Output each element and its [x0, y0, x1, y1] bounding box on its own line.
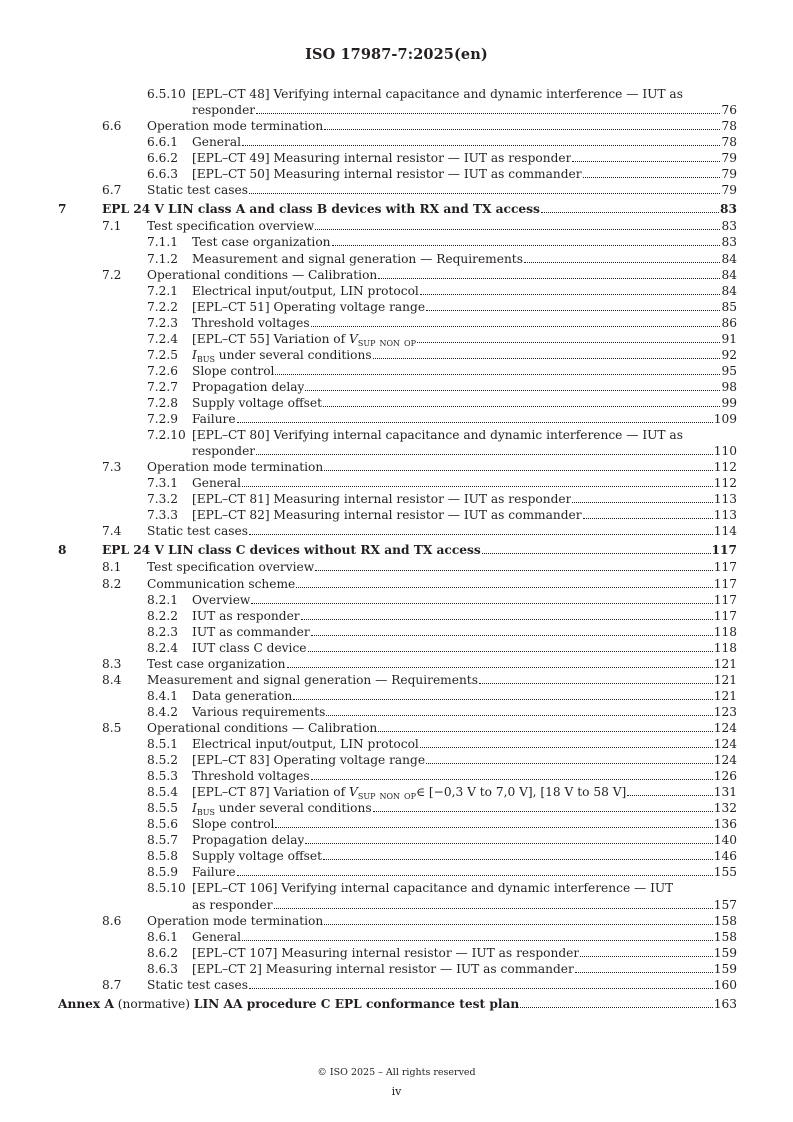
toc-entry[interactable] [0, 395, 793, 411]
toc-page-number: 121 [713, 688, 737, 703]
toc-entry[interactable] [0, 379, 793, 395]
toc-entry-title: IUT as responder [192, 608, 300, 623]
toc-entry-title: EPL 24 V LIN class A and class B devices with RX and TX access [102, 202, 540, 217]
toc-page-number: 136 [713, 817, 737, 832]
toc-leader-dots [541, 212, 719, 213]
toc-entry-number: 8.5.5 [147, 801, 179, 816]
toc-entry-number: 8.5.6 [147, 817, 179, 832]
toc-entry[interactable] [0, 134, 793, 150]
toc-page-number: 126 [713, 769, 737, 784]
toc-entry-number: 8.3 [102, 656, 122, 671]
toc-leader-dots [323, 859, 713, 860]
toc-entry-number: 8.5.7 [147, 833, 179, 848]
toc-leader-dots [583, 177, 721, 178]
page-header: ISO 17987-7:2025(en) [305, 46, 488, 63]
toc-page-number: 98 [721, 379, 737, 394]
toc-entry-title-text: [EPL–CT 55] Variation of V [192, 331, 358, 346]
toc-entry-number: 7.2.10 [147, 428, 186, 443]
toc-entry-number: 7.2.7 [147, 379, 179, 394]
toc-entry-title: Static test cases [147, 183, 248, 198]
toc-page-number: 113 [713, 492, 737, 507]
toc-entry-number: 6.7 [102, 183, 122, 198]
toc-leader-dots [580, 956, 713, 957]
toc-leader-dots [311, 779, 713, 780]
toc-leader-dots [249, 988, 713, 989]
toc-entry-title [192, 784, 626, 800]
toc-entry-title: Operational conditions — Calibration [147, 267, 378, 282]
toc-leader-dots [311, 326, 721, 327]
toc-entry-title: Data generation [192, 688, 293, 703]
toc-entry[interactable] [0, 576, 793, 592]
toc-entry[interactable] [0, 672, 793, 688]
toc-entry[interactable] [0, 736, 793, 752]
toc-entry-number: 8.5.2 [147, 753, 179, 768]
toc-page-number: 79 [721, 167, 737, 182]
toc-leader-dots [324, 470, 713, 471]
toc-page-number: 110 [713, 444, 737, 459]
toc-entry-title-text: [EPL–CT 87] Variation of V [192, 785, 358, 800]
toc-leader-dots [287, 667, 713, 668]
toc-entry[interactable] [0, 459, 793, 475]
toc-entry-number: 6.6.1 [147, 135, 179, 150]
toc-page-number: 118 [713, 624, 737, 639]
toc-leader-dots [242, 486, 713, 487]
toc-entry[interactable] [0, 267, 793, 283]
toc-leader-dots [627, 795, 712, 796]
toc-entry[interactable] [0, 784, 793, 800]
toc-entry-number: 7.1 [102, 219, 122, 234]
toc-entry[interactable] [0, 800, 793, 816]
toc-annex-entry[interactable] [0, 996, 793, 1012]
toc-page-number: 117 [713, 608, 737, 623]
toc-entry-title: [EPL–CT 107] Measuring internal resistor — IUT as responder [192, 945, 580, 960]
toc-entry-title: Slope control [192, 363, 275, 378]
toc-entry[interactable] [0, 961, 793, 977]
toc-leader-dots [482, 553, 711, 554]
toc-entry-number: 6.6.3 [147, 167, 179, 182]
toc-entry[interactable] [0, 720, 793, 736]
toc-entry-number: 6.5.10 [147, 87, 186, 101]
toc-entry-number: 7.3.1 [147, 476, 179, 491]
toc-leader-dots [249, 534, 713, 535]
toc-entry[interactable] [0, 656, 793, 672]
toc-entry-title-rest: under several conditions [214, 801, 372, 816]
toc-entry-title: Operational conditions — Calibration [147, 720, 378, 735]
toc-page-number: 79 [721, 183, 737, 198]
toc-page-number: 109 [713, 412, 737, 426]
toc-entry-number: 7.1.1 [147, 235, 179, 250]
toc-leader-dots [420, 747, 713, 748]
toc-leader-dots [324, 924, 713, 925]
toc-entry-title [58, 996, 519, 1012]
toc-page-number: 95 [721, 363, 737, 378]
toc-leader-dots [242, 145, 720, 146]
toc-entry-number: 7.2.4 [147, 331, 179, 346]
toc-entry-title [192, 800, 372, 816]
toc-page-number: 76 [721, 103, 737, 118]
toc-leader-dots [420, 294, 721, 295]
toc-entry-title: Failure [192, 865, 236, 880]
toc-leader-dots [305, 390, 720, 391]
toc-entry[interactable] [0, 347, 793, 363]
toc-entry-title: EPL 24 V LIN class C devices without RX and TX access [102, 543, 481, 558]
toc-page-number: 117 [713, 560, 737, 575]
toc-page-number: 92 [721, 347, 737, 362]
toc-entry[interactable] [0, 251, 793, 267]
toc-entry-number: 6.6 [102, 119, 122, 134]
toc-page-number: 157 [713, 897, 737, 912]
toc-entry-continuation[interactable] [0, 443, 793, 459]
toc-entry-title: Test case organization [147, 656, 286, 671]
toc-entry-number: 7.2.6 [147, 363, 179, 378]
toc-entry-number: 6.6.2 [147, 151, 179, 166]
toc-leader-dots [256, 454, 713, 455]
toc-entry-title-text: I [192, 347, 197, 362]
toc-leader-dots [323, 406, 720, 407]
toc-leader-dots [332, 245, 721, 246]
toc-leader-dots [378, 278, 720, 279]
toc-entry[interactable] [0, 507, 793, 523]
toc-entry-title: General [192, 929, 241, 944]
annex-title: LIN AA procedure C EPL conformance test plan [193, 996, 520, 1011]
toc-entry[interactable] [0, 201, 793, 217]
toc-entry-title: Threshold voltages [192, 769, 310, 784]
subscript: BUS [196, 354, 215, 363]
toc-leader-dots [326, 715, 712, 716]
toc-entry-number: 8.5.9 [147, 865, 179, 880]
toc-leader-dots [242, 940, 713, 941]
toc-leader-dots [426, 763, 713, 764]
toc-entry-title: Electrical input/output, LIN protocol [192, 737, 419, 751]
toc-entry-title: Slope control [192, 817, 275, 832]
toc-entry-title: Communication scheme [147, 576, 296, 591]
toc-page-number: 83 [721, 219, 737, 234]
toc-entry-title: Various requirements [192, 704, 326, 719]
toc-entry-title: Threshold voltages [192, 315, 310, 330]
toc-page-number: 117 [711, 543, 737, 558]
toc-entry[interactable] [0, 768, 793, 784]
toc-entry-title: responder [192, 444, 256, 459]
toc-leader-dots [293, 699, 713, 700]
toc-leader-dots [378, 731, 712, 732]
toc-leader-dots [301, 619, 713, 620]
toc-leader-dots [373, 811, 713, 812]
toc-entry[interactable] [0, 315, 793, 331]
toc-entry[interactable] [0, 559, 793, 575]
toc-entry-number: 7.2.5 [147, 347, 179, 362]
annex-label: Annex A [58, 996, 114, 1011]
toc-entry-number: 8.6.3 [147, 961, 179, 976]
toc-entry-title: [EPL–CT 83] Operating voltage range [192, 753, 426, 768]
toc-entry-number: 7.4 [102, 524, 122, 539]
toc-leader-dots [237, 422, 713, 423]
toc-entry-title: [EPL–CT 106] Verifying internal capacitance and dynamic interference — IUT [192, 881, 674, 896]
toc-entry-number: 7.2.8 [147, 395, 179, 410]
toc-entry-number: 8.4 [102, 672, 122, 687]
toc-page-number: 78 [721, 135, 737, 150]
toc-entry-title: [EPL–CT 2] Measuring internal resistor — IUT as commander [192, 961, 574, 976]
toc-entry-number: 8.5.8 [147, 849, 179, 864]
toc-page-number: 86 [721, 315, 737, 330]
toc-page-number: 112 [713, 460, 737, 475]
toc-entry[interactable] [0, 929, 793, 945]
toc-entry-number: 8.2.3 [147, 624, 179, 639]
toc-page-number: 155 [713, 865, 737, 880]
toc-entry-continuation[interactable] [0, 102, 793, 118]
toc-leader-dots [256, 113, 720, 114]
toc-entry-number: 8.4.2 [147, 704, 179, 719]
toc-entry-number: 7 [58, 202, 67, 217]
toc-page-number: 114 [713, 524, 737, 539]
toc-entry-number: 8.1 [102, 560, 122, 575]
toc-entry-title: [EPL–CT 82] Measuring internal resistor — IUT as commander [192, 508, 582, 523]
toc-page-number: 117 [713, 576, 737, 591]
toc-leader-dots [373, 358, 721, 359]
toc-entry-title: Propagation delay [192, 833, 305, 848]
toc-entry-title: [EPL–CT 51] Operating voltage range [192, 299, 426, 314]
toc-page-number: 160 [713, 977, 737, 992]
toc-entry[interactable] [0, 624, 793, 640]
toc-entry[interactable] [0, 234, 793, 250]
toc-page-number: 117 [713, 592, 737, 607]
toc-entry-title: Propagation delay [192, 379, 305, 394]
toc-entry-title: General [192, 135, 241, 150]
toc-entry[interactable] [0, 977, 793, 993]
toc-entry[interactable] [0, 475, 793, 491]
toc-page-number: 83 [720, 202, 737, 217]
toc-leader-dots [524, 262, 721, 263]
toc-entry[interactable] [0, 411, 793, 427]
toc-entry-number: 8.5.10 [147, 881, 186, 896]
subscript: SUP_NON_OP [357, 338, 416, 347]
toc-entry-number: 7.3.2 [147, 492, 179, 507]
toc-entry-title: Overview [192, 592, 251, 607]
toc-entry[interactable] [0, 86, 793, 102]
toc-entry-number: 8.4.1 [147, 688, 179, 703]
subscript: SUP_NON_OP [357, 792, 416, 801]
toc-leader-dots [275, 374, 720, 375]
toc-entry-title: responder [192, 103, 256, 118]
toc-page-number: 124 [713, 720, 737, 735]
toc-entry-title: [EPL–CT 81] Measuring internal resistor — IUT as responder [192, 492, 572, 507]
toc-leader-dots [575, 972, 713, 973]
toc-entry-number: 7.2.9 [147, 412, 179, 426]
toc-leader-dots [315, 229, 720, 230]
toc-entry-title: IUT as commander [192, 624, 310, 639]
toc-entry-number: 8.6.1 [147, 929, 179, 944]
toc-entry-number: 8 [58, 543, 67, 558]
toc-page-number: 85 [721, 299, 737, 314]
toc-entry-title: Static test cases [147, 977, 248, 992]
toc-entry-title-rest: under several conditions [214, 347, 372, 362]
toc-page-number: 113 [713, 508, 737, 523]
toc-entry[interactable] [0, 331, 793, 347]
toc-entry-number: 8.2.4 [147, 640, 179, 655]
toc-entry[interactable] [0, 363, 793, 379]
toc-entry[interactable] [0, 864, 793, 880]
toc-entry[interactable] [0, 816, 793, 832]
toc-entry-continuation[interactable] [0, 897, 793, 913]
toc-entry-number: 7.2.2 [147, 299, 179, 314]
toc-page-number: 78 [721, 119, 737, 134]
toc-leader-dots [426, 310, 720, 311]
toc-entry[interactable] [0, 150, 793, 166]
toc-entry-number: 8.6 [102, 913, 122, 928]
toc-leader-dots [479, 683, 713, 684]
toc-page-number: 123 [713, 704, 737, 719]
toc-entry-number: 8.5.3 [147, 769, 179, 784]
toc-page-number: 140 [713, 833, 737, 848]
toc-page-number: 84 [721, 267, 737, 282]
toc-page-number: 99 [721, 395, 737, 410]
toc-page-number: 146 [713, 849, 737, 864]
toc-entry-title: [EPL–CT 50] Measuring internal resistor — IUT as commander [192, 167, 582, 182]
toc-leader-dots [251, 603, 712, 604]
toc-entry-title: Electrical input/output, LIN protocol [192, 283, 419, 298]
toc-leader-dots [311, 635, 713, 636]
toc-entry[interactable] [0, 945, 793, 961]
toc-entry-title: IUT class C device [192, 640, 307, 655]
toc-entry-number: 8.6.2 [147, 945, 179, 960]
toc-entry[interactable] [0, 182, 793, 198]
toc-page-number: 121 [713, 672, 737, 687]
toc-page-number: 91 [721, 331, 737, 346]
toc-page-number: 131 [713, 785, 737, 800]
toc-leader-dots [249, 193, 721, 194]
toc-entry-number: 8.7 [102, 977, 122, 992]
toc-page-number: 118 [713, 640, 737, 655]
toc-page-number: 121 [713, 656, 737, 671]
toc-leader-dots [308, 651, 713, 652]
toc-leader-dots [305, 843, 712, 844]
toc-entry-title: as responder [192, 897, 273, 912]
toc-entry[interactable] [0, 880, 793, 896]
toc-page-number: 159 [713, 961, 737, 976]
toc-page-number: 83 [721, 235, 737, 250]
toc-entry-title: Operation mode termination [147, 460, 324, 475]
toc-entry[interactable] [0, 523, 793, 539]
toc-leader-dots [572, 502, 712, 503]
toc-page-number: 158 [713, 929, 737, 944]
toc-entry-number: 8.2 [102, 576, 122, 591]
toc-entry-title: Operation mode termination [147, 119, 324, 134]
toc-leader-dots [417, 342, 721, 343]
toc-leader-dots [275, 827, 712, 828]
toc-entry[interactable] [0, 752, 793, 768]
toc-entry-title: [EPL–CT 49] Measuring internal resistor — IUT as responder [192, 151, 572, 166]
toc-leader-dots [274, 908, 713, 909]
toc-page-number: 112 [713, 476, 737, 491]
toc-entry-number: 7.3.3 [147, 508, 179, 523]
toc-entry[interactable] [0, 704, 793, 720]
toc-entry-number: 8.2.2 [147, 608, 179, 623]
toc-entry-number: 7.3 [102, 460, 122, 475]
toc-entry[interactable] [0, 166, 793, 182]
toc-entry-title: Test case organization [192, 235, 331, 250]
toc-entry-title: Test specification overview [147, 219, 315, 234]
toc-entry-title-text: I [192, 801, 197, 816]
copyright-notice: © ISO 2025 – All rights reserved [317, 1067, 476, 1078]
toc-entry-title: Measurement and signal generation — Requirements [147, 672, 478, 687]
toc-entry[interactable] [0, 299, 793, 315]
toc-leader-dots [520, 1007, 712, 1008]
toc-entry-number: 7.1.2 [147, 251, 179, 266]
toc-entry-title [192, 331, 416, 347]
toc-entry-number: 8.5.4 [147, 785, 179, 800]
toc-page-number: 159 [713, 945, 737, 960]
toc-entry-title: Operation mode termination [147, 913, 324, 928]
toc-entry-number: 7.2 [102, 267, 122, 282]
toc-entry-number: 8.2.1 [147, 592, 179, 607]
toc-entry[interactable] [0, 491, 793, 507]
toc-page-number: 124 [713, 737, 737, 751]
toc-entry-title: Test specification overview [147, 560, 315, 575]
toc-entry[interactable] [0, 283, 793, 299]
toc-entry[interactable] [0, 592, 793, 608]
toc-page-number: 158 [713, 913, 737, 928]
toc-leader-dots [572, 161, 720, 162]
toc-entry-title: [EPL–CT 48] Verifying internal capacitance and dynamic interference — IUT as [192, 87, 683, 101]
toc-entry-number: 7.2.1 [147, 283, 179, 298]
toc-page-number: 79 [721, 151, 737, 166]
toc-entry[interactable] [0, 640, 793, 656]
toc-entry-number: 8.5.1 [147, 737, 179, 751]
toc-page-number: 84 [721, 251, 737, 266]
page-number: iv [391, 1085, 402, 1098]
toc-page-number: 84 [721, 283, 737, 298]
toc-entry[interactable] [0, 608, 793, 624]
toc-entry-number: 7.2.3 [147, 315, 179, 330]
toc-entry-title: [EPL–CT 80] Verifying internal capacitance and dynamic interference — IUT as [192, 428, 683, 443]
toc-entry[interactable] [0, 542, 793, 558]
toc-entry[interactable] [0, 218, 793, 234]
toc-entry-title: Supply voltage offset [192, 849, 322, 864]
toc-entry-title: Static test cases [147, 524, 248, 539]
toc-entry-title: General [192, 476, 241, 491]
toc-entry[interactable] [0, 913, 793, 929]
subscript: BUS [196, 808, 215, 817]
annex-type: (normative) [117, 996, 191, 1011]
toc-leader-dots [324, 129, 720, 130]
toc-leader-dots [583, 518, 713, 519]
toc-entry[interactable] [0, 848, 793, 864]
toc-entry-title-rest: ∈ [−0,3 V to 7,0 V], [18 V to 58 V] [415, 785, 627, 800]
toc-leader-dots [315, 570, 713, 571]
toc-entry-title: Measurement and signal generation — Requirements [192, 251, 523, 266]
toc-entry-number: 8.5 [102, 720, 122, 735]
toc-entry[interactable] [0, 688, 793, 704]
toc-leader-dots [296, 587, 713, 588]
toc-entry-title [192, 347, 372, 363]
toc-page-number: 124 [713, 753, 737, 768]
toc-entry-title: Supply voltage offset [192, 395, 322, 410]
toc-entry[interactable] [0, 118, 793, 134]
toc-entry[interactable] [0, 832, 793, 848]
toc-page-number: 132 [713, 801, 737, 816]
toc-entry[interactable] [0, 427, 793, 443]
toc-page-number: 163 [713, 996, 737, 1011]
toc-leader-dots [237, 875, 713, 876]
toc-entry-title: Failure [192, 412, 236, 426]
